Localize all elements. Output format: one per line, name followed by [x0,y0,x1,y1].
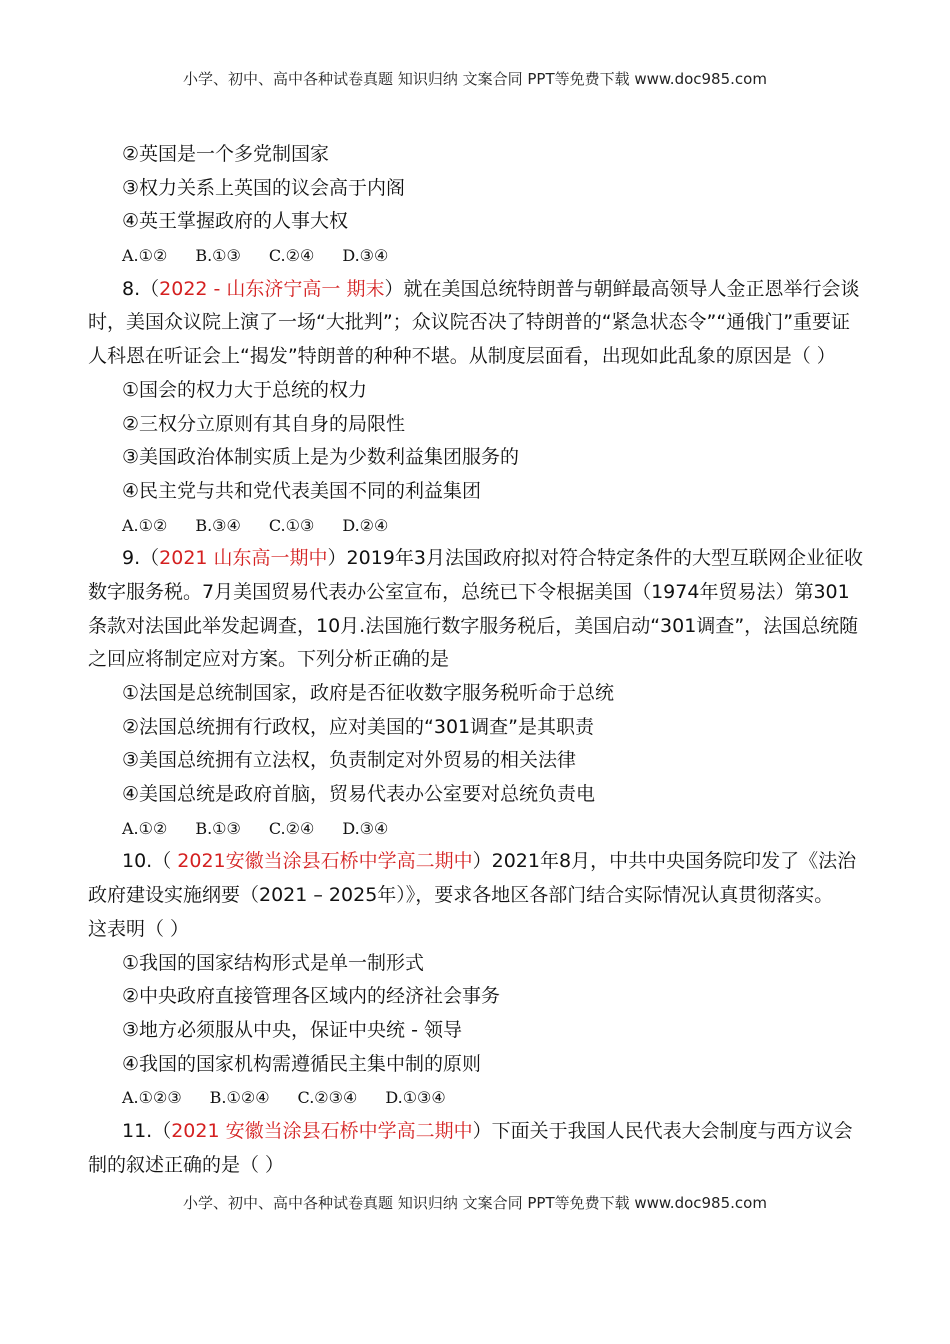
option-line: ①国会的权力大于总统的权力 [122,378,368,401]
question-text-line: 政府建设实施纲要（2021 – 2025年）》，要求各地区各部门结合实际情况认真贯彻落实。 [88,884,834,907]
question-8-line [88,273,870,307]
answer-choices [88,509,870,543]
question-text: ）就在美国总统特朗普与朝鲜最高领导人金正恩举行会谈 [384,277,860,300]
question-source: 2021 安徽当涂县石桥中学高二期中 [171,1119,473,1142]
answer-b: B.①③ [195,246,241,266]
answer-a: A.①② [122,246,168,266]
answer-b: B.①②④ [209,1088,270,1108]
answer-d: D.③④ [342,246,389,266]
answer-choices [88,1081,870,1115]
option-line: ④英王掌握政府的人事大权 [122,210,349,233]
question-text-line: 数字服务税。7月美国贸易代表办公室宣布，总统已下令根据美国（1974年贸易法）第301 [88,580,850,603]
page-footer: 小学、初中、高中各种试卷真题 知识归纳 文案合同 PPT等免费下载 www.doc985.com [183,1194,767,1212]
answer-a: A.①② [122,818,168,838]
question-text-line: 这表明（ ） [88,917,190,940]
option-line: ④民主党与共和党代表美国不同的利益集团 [122,479,482,502]
question-text: ）下面关于我国人民代表大会制度与西方议会 [472,1119,853,1142]
answer-c: C.②④ [268,818,315,838]
answer-c: C.②③④ [297,1088,358,1108]
option-line: ②三权分立原则有其自身的局限性 [122,412,406,435]
option-line: ②中央政府直接管理各区域内的经济社会事务 [122,985,501,1008]
question-11-line [88,1115,870,1149]
question-number: 10.（ [122,850,178,873]
answer-d: D.①③④ [385,1088,446,1108]
question-text-line: 之回应将制定应对方案。下列分析正确的是 [88,648,450,671]
option-line: ④我国的国家机构需遵循民主集中制的原则 [122,1052,482,1075]
question-text-line: 条款对法国此举发起调查，10月.法国施行数字服务税后，美国启动“301调查”，法国总统随 [88,614,859,637]
option-line: ②法国总统拥有行政权，应对美国的“301调查”是其职责 [122,715,594,738]
question-text-line: 时，美国众议院上演了一场“大批判”；众议院否决了特朗普的“紧急状态令”“通俄门”重要证 [88,311,851,334]
question-text: ）2019年3月法国政府拟对符合特定条件的大型互联网企业征收 [327,547,863,570]
option-line: ①我国的国家结构形式是单一制形式 [122,951,425,974]
page-header: 小学、初中、高中各种试卷真题 知识归纳 文案合同 PPT等免费下载 www.doc985.com [183,70,767,88]
answer-choices [88,812,870,846]
question-10-line [88,845,870,879]
option-line: ③权力关系上英国的议会高于内阁 [122,176,406,199]
answer-choices [88,239,870,273]
answer-b: B.③④ [195,515,241,535]
option-line: ①法国是总统制国家，政府是否征收数字服务税听命于总统 [122,682,615,704]
answer-a: A.①②③ [122,1088,182,1108]
question-number: 9.（ [122,547,160,570]
question-text-line: 人科恩在听证会上“揭发”特朗普的种种不堪。从制度层面看，出现如此乱象的原因是（ ） [88,345,836,368]
question-number: 11.（ [122,1119,172,1142]
answer-b: B.①③ [195,818,241,838]
option-line: ②英国是一个多党制国家 [122,143,330,165]
question-source: 2021安徽当涂县石桥中学高二期中 [177,850,473,873]
question-source: 2021 山东高一期中 [159,547,328,570]
question-source: 2022 - 山东济宁高一 期末 [159,277,385,300]
answer-d: D.③④ [342,818,389,838]
question-text: ）2021年8月，中共中央国务院印发了《法治 [472,850,857,873]
answer-c: C.①③ [268,515,315,535]
question-9-line [88,542,870,576]
answer-d: D.②④ [342,515,389,535]
question-content [88,138,870,1182]
option-line: ④美国总统是政府首脑，贸易代表办公室要对总统负责电 [122,783,596,806]
question-text-line: 制的叙述正确的是（ ） [88,1153,285,1176]
answer-a: A.①② [122,515,168,535]
answer-c: C.②④ [268,246,315,266]
question-number: 8.（ [122,277,160,300]
option-line: ③地方必须服从中央，保证中央统 - 领导 [122,1018,462,1041]
option-line: ③美国政治体制实质上是为少数利益集团服务的 [122,446,520,469]
option-line: ③美国总统拥有立法权，负责制定对外贸易的相关法律 [122,749,577,772]
